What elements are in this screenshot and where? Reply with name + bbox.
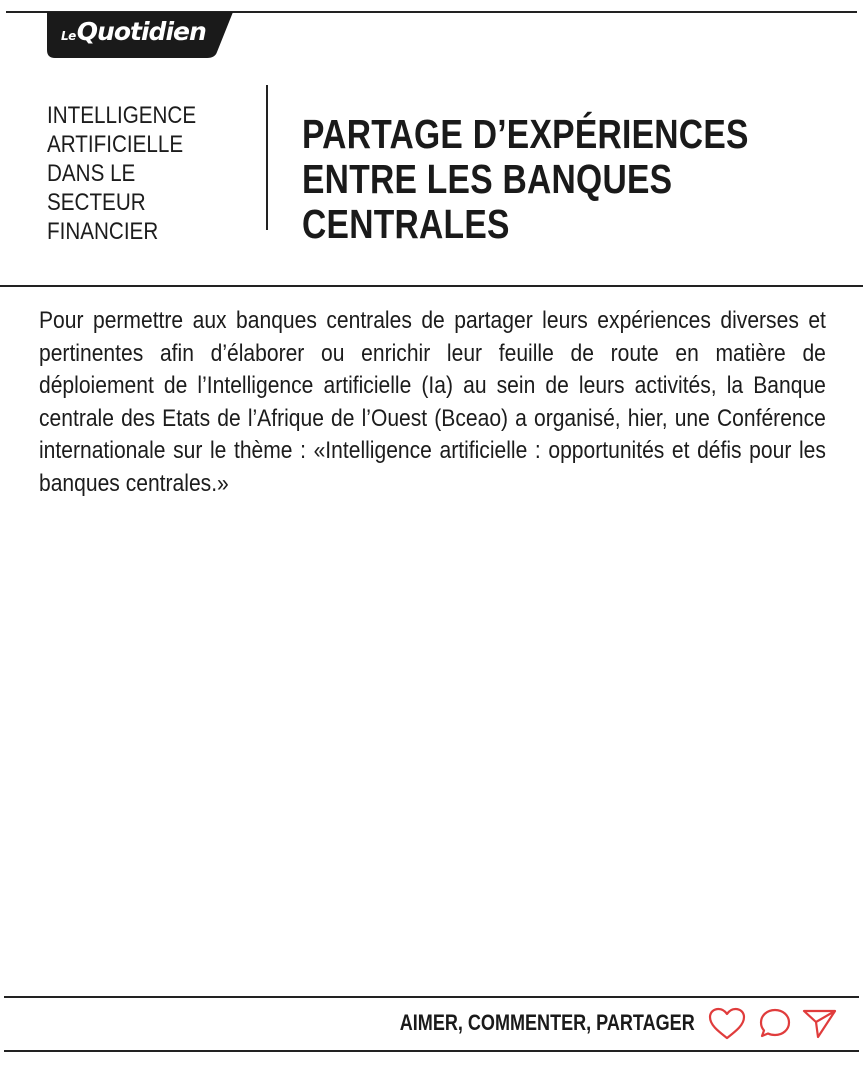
brand-logo — [47, 12, 233, 58]
header-divider — [0, 285, 863, 287]
footer-cta: AIMER, COMMENTER, PARTAGER — [400, 1010, 695, 1035]
footer-bottom-divider — [4, 1050, 859, 1052]
article-headline: PARTAGE D’EXPÉRIENCES ENTRE LES BANQUES CENTRALES — [302, 111, 749, 247]
share-icon[interactable] — [800, 1005, 840, 1043]
logo-text — [61, 17, 206, 46]
logo-name: Quotidien — [76, 17, 206, 46]
footer-actions — [706, 1005, 846, 1045]
header-separator — [266, 85, 268, 230]
article-body: Pour permettre aux banques centrales de partager leurs expériences diverses et pertinentes afin d’élaborer ou enrichir leur feuille de route en matière de déploiement de l’Intelligence artificielle (Ia) au sein de leurs activités, la Banque centrale des Etats de l’Afrique de l’Ouest (Bceao) a organisé, hier, une Conférence internationale sur le thème : «Intelligence artificielle : opportunités et défis pour les banques centrales.» — [39, 307, 826, 497]
heart-icon[interactable] — [706, 1005, 748, 1043]
logo-prefix: Le — [61, 29, 76, 43]
comment-icon[interactable] — [756, 1005, 796, 1043]
article-category: INTELLIGENCE ARTIFICIELLE DANS LE SECTEUR FINANCIER — [47, 102, 197, 245]
footer-top-divider — [4, 996, 859, 998]
